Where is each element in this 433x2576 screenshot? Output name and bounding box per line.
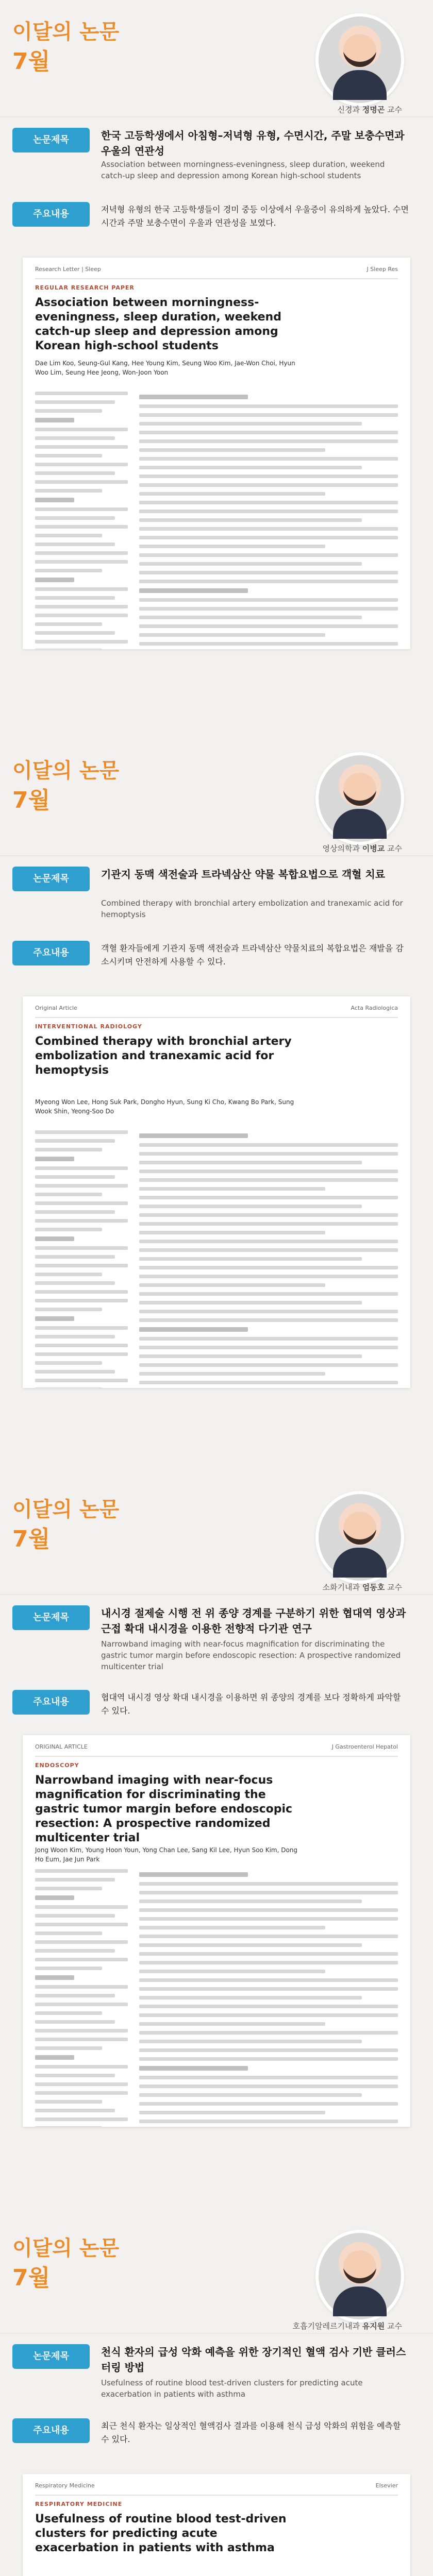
paper-title-en: Association between morningness-eveningness, sleep duration, weekend catch-up sleep and depression among Korean high-school students (101, 160, 385, 180)
tag-summary: 주요내용 (12, 202, 90, 227)
journal-left: Original Article (35, 1005, 77, 1011)
paper-rule (35, 1756, 398, 1757)
paper-summary: 저녁형 유형의 한국 고등학생들이 경미 중등 이상에서 우울증이 유의하게 높았다. 수면시간과 주말 보충수면이 우울과 연관성을 보였다. (101, 205, 409, 228)
author-name: 엄동호 (362, 1583, 385, 1592)
author-suffix: 교수 (387, 844, 402, 853)
author-name: 유지원 (362, 2321, 385, 2331)
author-portrait (315, 1491, 404, 1584)
paper-thumbnail (23, 258, 410, 649)
paper-title-en: Combined therapy with bronchial artery embolization and tranexamic acid for hemoptysis (101, 899, 403, 919)
journal-right: Elsevier (375, 2482, 398, 2489)
author-portrait (315, 752, 404, 845)
author-credit (337, 104, 402, 115)
paper-authors: Dae Lim Koo, Seung-Gul Kang, Hee Young Kim, Seung Woo Kim, Jae-Won Choi, Hyun Woo Lim, Seung Hee Jeong, Won-Joon Yoon (35, 360, 295, 376)
paper-thumbnail (23, 996, 410, 1388)
section-title: 이달의 논문 (12, 20, 120, 44)
section-divider (0, 855, 433, 856)
author-suffix: 교수 (387, 1583, 402, 1592)
paper-title-kr: 기관지 동맥 색전술과 트라넥삼산 약물 복합요법으로 객혈 치료 (101, 868, 386, 880)
paper-headline: Usefulness of routine blood test-driven clusters for predicting acute exacerbation in patients with asthma (35, 2513, 287, 2554)
paper-summary: 협대역 내시경 영상 확대 내시경을 이용하면 위 종양의 경계를 보다 정확하게 파악할 수 있다. (101, 1692, 401, 1716)
tag-paper-title: 논문제목 (12, 867, 90, 891)
section-2 (0, 739, 433, 1478)
paper-kind: REGULAR RESEARCH PAPER (35, 284, 135, 291)
tag-paper-title: 논문제목 (12, 2344, 90, 2369)
tag-summary: 주요내용 (12, 2418, 90, 2443)
paper-kind: INTERVENTIONAL RADIOLOGY (35, 1023, 142, 1030)
paper-headline: Combined therapy with bronchial artery embolization and tranexamic acid for hemoptysis (35, 1035, 292, 1077)
paper-headline: Association between morningness-eveningness, sleep duration, weekend catch-up sleep and depression among Korean high-school students (35, 296, 281, 352)
tag-paper-title: 논문제목 (12, 128, 90, 152)
author-portrait (315, 2230, 404, 2323)
section-title: 이달의 논문 (12, 1498, 120, 1521)
paper-right-column (139, 1130, 398, 1378)
tag-summary: 주요내용 (12, 1690, 90, 1715)
paper-authors: Myeong Won Lee, Hong Suk Park, Dongho Hyun, Sung Ki Cho, Kwang Bo Park, Sung Wook Shin, Yeong-Soo Do (35, 1098, 294, 1115)
paper-title-kr: 내시경 절제술 시행 전 위 종양 경계를 구분하기 위한 협대역 영상과 근접 확대 내시경을 이용한 전향적 다기관 연구 (101, 1607, 406, 1635)
paper-rule (35, 2495, 398, 2496)
section-divider (0, 1594, 433, 1595)
author-name: 정명곤 (362, 105, 385, 114)
paper-left-column (35, 1130, 128, 1378)
section-month: 7월 (12, 787, 51, 814)
paper-title-en: Usefulness of routine blood test-driven clusters for predicting acute exacerbation in patients with asthma (101, 2378, 363, 2399)
journal-right: J Sleep Res (367, 266, 398, 273)
paper-title-kr: 한국 고등학생에서 아침형–저녁형 유형, 수면시간, 주말 보충수면과 우울의 연관성 (101, 129, 405, 157)
author-role: 신경과 (337, 105, 360, 114)
author-role: 영상의학과 (322, 844, 360, 853)
section-divider (0, 2333, 433, 2334)
paper-thumbnail (23, 2474, 410, 2576)
paper-title-en: Narrowband imaging with near-focus magnification for discriminating the gastric tumor margin before endoscopic resection: A prospective randomized multicenter trial (101, 1639, 401, 1671)
author-name: 이병교 (362, 844, 385, 853)
journal-left: Respiratory Medicine (35, 2482, 95, 2489)
paper-summary: 객혈 환자들에게 기관지 동맥 색전술과 트라넥삼산 약물치료의 복합요법은 재발을 감소시키며 안전하게 사용할 수 있다. (101, 943, 404, 967)
author-credit (323, 843, 402, 854)
paper-right-column (139, 1869, 398, 2116)
author-credit (323, 1582, 402, 1592)
section-month: 7월 (12, 1526, 51, 1552)
author-role: 호흡기알레르기내과 (292, 2321, 360, 2331)
section-divider (0, 116, 433, 117)
section-month: 7월 (12, 48, 51, 75)
paper-authors: Jong Woon Kim, Young Hoon Youn, Yong Chan Lee, Sang Kil Lee, Hyun Soo Kim, Dong Ho Eum, Jae Jun Park (35, 1846, 298, 1863)
paper-kind: ENDOSCOPY (35, 1762, 79, 1769)
paper-title-kr: 천식 환자의 급성 악화 예측을 위한 장기적인 혈액 검사 기반 클러스터링 방법 (101, 2346, 406, 2374)
author-suffix: 교수 (387, 105, 402, 114)
author-role: 소화기내과 (322, 1583, 360, 1592)
journal-right: J Gastroenterol Hepatol (331, 1743, 398, 1750)
section-month: 7월 (12, 2265, 51, 2291)
author-portrait (315, 13, 404, 106)
paper-right-column (139, 392, 398, 639)
section-title: 이달의 논문 (12, 759, 120, 783)
paper-left-column (35, 392, 128, 639)
journal-left: ORIGINAL ARTICLE (35, 1743, 88, 1750)
journal-right: Acta Radiologica (351, 1005, 398, 1011)
tag-summary: 주요내용 (12, 941, 90, 965)
author-credit (293, 2320, 402, 2331)
paper-left-column (35, 1869, 128, 2116)
section-1 (0, 0, 433, 739)
section-3 (0, 1478, 433, 2216)
paper-thumbnail (23, 1735, 410, 2127)
author-suffix: 교수 (387, 2321, 402, 2331)
tag-paper-title: 논문제목 (12, 1605, 90, 1630)
journal-left: Research Letter | Sleep (35, 266, 101, 273)
section-4 (0, 2216, 433, 2576)
paper-kind: RESPIRATORY MEDICINE (35, 2501, 123, 2507)
paper-summary: 최근 천식 환자는 일상적인 혈액검사 결과를 이용해 천식 급성 악화의 위험을 예측할 수 있다. (101, 2421, 401, 2444)
paper-rule (35, 278, 398, 279)
section-title: 이달의 논문 (12, 2236, 120, 2260)
paper-rule (35, 1017, 398, 1018)
paper-headline: Narrowband imaging with near-focus magnification for discriminating the gastric tumor margin before endoscopic resection: A prospective randomized multicenter trial (35, 1774, 293, 1844)
